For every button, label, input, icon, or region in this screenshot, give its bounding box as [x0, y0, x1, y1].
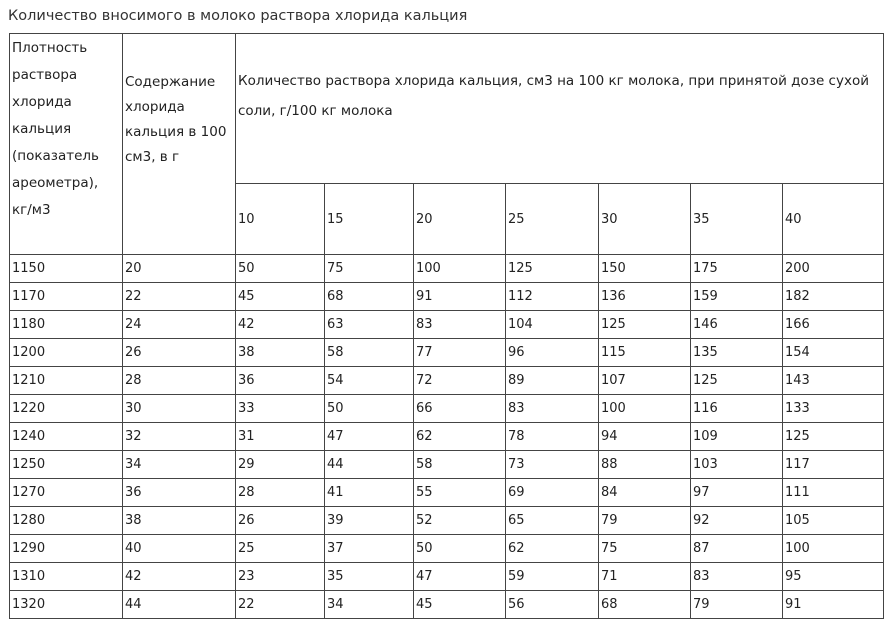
amount-cell: 42 — [236, 311, 325, 339]
content-cell: 24 — [123, 311, 236, 339]
amount-cell: 79 — [599, 507, 691, 535]
table-row — [10, 255, 884, 283]
amount-cell: 84 — [599, 479, 691, 507]
amount-cell: 125 — [691, 367, 783, 395]
amount-cell: 95 — [783, 563, 884, 591]
content-cell: 34 — [123, 451, 236, 479]
table-row — [10, 479, 884, 507]
dose-header-cell: 20 — [414, 184, 506, 255]
amount-cell: 50 — [236, 255, 325, 283]
dose-header-cell: 35 — [691, 184, 783, 255]
amount-cell: 44 — [325, 451, 414, 479]
amount-cell: 159 — [691, 283, 783, 311]
amount-cell: 87 — [691, 535, 783, 563]
dose-header-cell: 25 — [506, 184, 599, 255]
amount-cell: 135 — [691, 339, 783, 367]
amount-cell: 182 — [783, 283, 884, 311]
density-cell: 1250 — [10, 451, 123, 479]
amount-cell: 50 — [325, 395, 414, 423]
amount-cell: 59 — [506, 563, 599, 591]
amount-cell: 45 — [414, 591, 506, 619]
amount-cell: 91 — [414, 283, 506, 311]
amount-cell: 75 — [325, 255, 414, 283]
amount-cell: 45 — [236, 283, 325, 311]
amount-cell: 71 — [599, 563, 691, 591]
amount-cell: 105 — [783, 507, 884, 535]
table-row — [10, 591, 884, 619]
density-cell: 1320 — [10, 591, 123, 619]
header-amount: Количество раствора хлорида кальция, см3 на 100 кг молока, при принятой дозе сухой соли, г/100 кг молока — [236, 34, 884, 184]
amount-cell: 111 — [783, 479, 884, 507]
amount-cell: 200 — [783, 255, 884, 283]
amount-cell: 150 — [599, 255, 691, 283]
density-cell: 1210 — [10, 367, 123, 395]
amount-cell: 125 — [783, 423, 884, 451]
amount-cell: 62 — [414, 423, 506, 451]
amount-cell: 28 — [236, 479, 325, 507]
content-cell: 40 — [123, 535, 236, 563]
page-title: Количество вносимого в молоко раствора хлорида кальция — [8, 8, 468, 24]
amount-cell: 50 — [414, 535, 506, 563]
amount-cell: 107 — [599, 367, 691, 395]
density-cell: 1170 — [10, 283, 123, 311]
amount-cell: 116 — [691, 395, 783, 423]
amount-cell: 89 — [506, 367, 599, 395]
amount-cell: 83 — [691, 563, 783, 591]
content-cell: 36 — [123, 479, 236, 507]
amount-cell: 104 — [506, 311, 599, 339]
amount-cell: 83 — [414, 311, 506, 339]
calcium-chloride-table — [9, 33, 884, 619]
amount-cell: 100 — [599, 395, 691, 423]
amount-cell: 112 — [506, 283, 599, 311]
amount-cell: 54 — [325, 367, 414, 395]
table-row — [10, 451, 884, 479]
table-row — [10, 311, 884, 339]
density-cell: 1220 — [10, 395, 123, 423]
amount-cell: 31 — [236, 423, 325, 451]
amount-cell: 100 — [414, 255, 506, 283]
amount-cell: 25 — [236, 535, 325, 563]
amount-cell: 143 — [783, 367, 884, 395]
density-cell: 1180 — [10, 311, 123, 339]
amount-cell: 62 — [506, 535, 599, 563]
amount-cell: 97 — [691, 479, 783, 507]
amount-cell: 69 — [506, 479, 599, 507]
amount-cell: 136 — [599, 283, 691, 311]
amount-cell: 125 — [599, 311, 691, 339]
amount-cell: 115 — [599, 339, 691, 367]
amount-cell: 58 — [414, 451, 506, 479]
table-row — [10, 339, 884, 367]
amount-cell: 100 — [783, 535, 884, 563]
amount-cell: 68 — [599, 591, 691, 619]
amount-cell: 33 — [236, 395, 325, 423]
amount-cell: 103 — [691, 451, 783, 479]
amount-cell: 154 — [783, 339, 884, 367]
dose-header-cell: 40 — [783, 184, 884, 255]
amount-cell: 55 — [414, 479, 506, 507]
table-row — [10, 507, 884, 535]
amount-cell: 34 — [325, 591, 414, 619]
table-row — [10, 395, 884, 423]
amount-cell: 77 — [414, 339, 506, 367]
table-row — [10, 423, 884, 451]
table-row — [10, 283, 884, 311]
content-cell: 28 — [123, 367, 236, 395]
density-cell: 1280 — [10, 507, 123, 535]
amount-cell: 47 — [414, 563, 506, 591]
amount-cell: 88 — [599, 451, 691, 479]
density-cell: 1200 — [10, 339, 123, 367]
header-density: Плотность раствора хлорида кальция (показатель ареометра), кг/м3 — [10, 34, 123, 255]
amount-cell: 79 — [691, 591, 783, 619]
amount-cell: 78 — [506, 423, 599, 451]
table-row — [10, 367, 884, 395]
content-cell: 26 — [123, 339, 236, 367]
amount-cell: 65 — [506, 507, 599, 535]
density-cell: 1310 — [10, 563, 123, 591]
amount-cell: 109 — [691, 423, 783, 451]
amount-cell: 23 — [236, 563, 325, 591]
amount-cell: 56 — [506, 591, 599, 619]
amount-cell: 29 — [236, 451, 325, 479]
amount-cell: 52 — [414, 507, 506, 535]
content-cell: 20 — [123, 255, 236, 283]
dose-header-cell: 10 — [236, 184, 325, 255]
content-cell: 38 — [123, 507, 236, 535]
header-row — [10, 34, 884, 184]
amount-cell: 175 — [691, 255, 783, 283]
density-cell: 1270 — [10, 479, 123, 507]
density-cell: 1240 — [10, 423, 123, 451]
amount-cell: 94 — [599, 423, 691, 451]
dose-header-cell: 30 — [599, 184, 691, 255]
amount-cell: 91 — [783, 591, 884, 619]
amount-cell: 36 — [236, 367, 325, 395]
amount-cell: 47 — [325, 423, 414, 451]
dose-header-cell: 15 — [325, 184, 414, 255]
density-cell: 1290 — [10, 535, 123, 563]
table-body — [10, 255, 884, 619]
amount-cell: 125 — [506, 255, 599, 283]
amount-cell: 166 — [783, 311, 884, 339]
amount-cell: 66 — [414, 395, 506, 423]
content-cell: 22 — [123, 283, 236, 311]
content-cell: 30 — [123, 395, 236, 423]
amount-cell: 72 — [414, 367, 506, 395]
amount-cell: 22 — [236, 591, 325, 619]
table-row — [10, 563, 884, 591]
amount-cell: 37 — [325, 535, 414, 563]
amount-cell: 58 — [325, 339, 414, 367]
amount-cell: 133 — [783, 395, 884, 423]
density-cell: 1150 — [10, 255, 123, 283]
amount-cell: 117 — [783, 451, 884, 479]
content-cell: 32 — [123, 423, 236, 451]
header-content: Содержание хлорида кальция в 100 см3, в г — [123, 34, 236, 255]
amount-cell: 39 — [325, 507, 414, 535]
amount-cell: 96 — [506, 339, 599, 367]
table-row — [10, 535, 884, 563]
content-cell: 42 — [123, 563, 236, 591]
amount-cell: 35 — [325, 563, 414, 591]
amount-cell: 41 — [325, 479, 414, 507]
amount-cell: 63 — [325, 311, 414, 339]
content-cell: 44 — [123, 591, 236, 619]
amount-cell: 68 — [325, 283, 414, 311]
amount-cell: 75 — [599, 535, 691, 563]
amount-cell: 92 — [691, 507, 783, 535]
amount-cell: 146 — [691, 311, 783, 339]
amount-cell: 26 — [236, 507, 325, 535]
amount-cell: 83 — [506, 395, 599, 423]
amount-cell: 38 — [236, 339, 325, 367]
amount-cell: 73 — [506, 451, 599, 479]
